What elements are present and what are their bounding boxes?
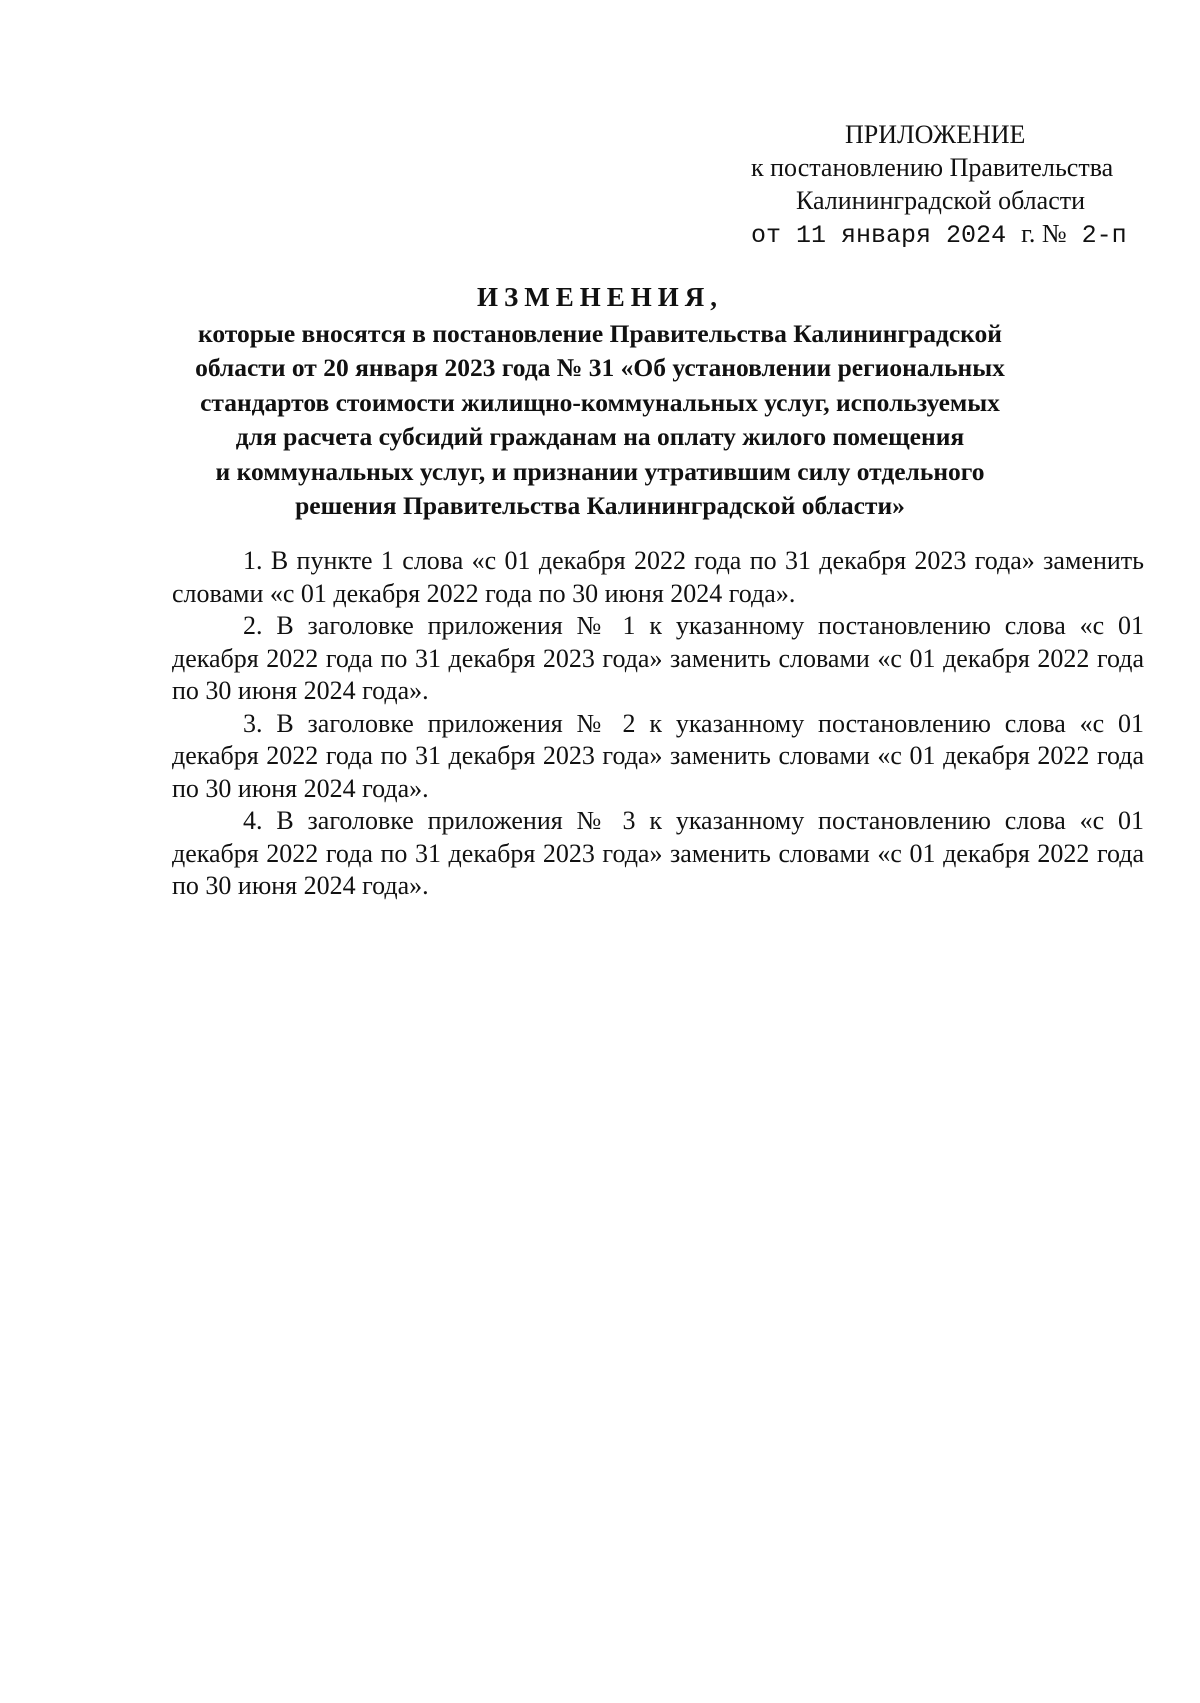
heading-line: для расчета субсидий гражданам на оплату жилого помещения — [235, 422, 965, 451]
paragraph-item-3: 3. В заголовке приложения № 2 к указанному постановлению слова «с 01 декабря 2022 года по 31 декабря 2023 года» заменить словами «с 01 декабря 2022 года по 30 июня 2024 года». — [172, 708, 1144, 803]
date-number-label: г. № — [1021, 219, 1067, 248]
document-number: 2-п — [1081, 221, 1127, 250]
appendix-line-resolution: к постановлению Правительства — [751, 153, 1114, 182]
heading-line: которые вносятся в постановление Правительства Калининградской — [198, 318, 1002, 348]
heading-line: и коммунальных услуг, и признании утратившим силу отдельного — [215, 456, 985, 486]
appendix-line-region: Калининградской области — [796, 186, 1086, 215]
paragraph-item-1: 1. В пункте 1 слова «с 01 декабря 2022 года по 31 декабря 2023 года» заменить словами «с 01 декабря 2022 года по 30 июня 2024 года». — [172, 546, 1144, 608]
appendix-date-line — [700, 217, 1140, 252]
appendix-block — [700, 118, 1140, 252]
document-heading — [150, 280, 1050, 524]
heading-line: стандартов стоимости жилищно-коммунальных услуг, используемых — [200, 387, 1000, 417]
heading-line: области от 20 января 2023 года № 31 «Об установлении региональных — [195, 353, 1005, 382]
appendix-title: ПРИЛОЖЕНИЕ — [845, 120, 1026, 149]
date-value: 11 января 2024 — [796, 221, 1007, 250]
paragraph-item-4: 4. В заголовке приложения № 3 к указанному постановлению слова «с 01 декабря 2022 года по 31 декабря 2023 года» заменить словами «с 01 декабря 2022 года по 30 июня 2024 года». — [172, 806, 1144, 900]
document-body — [172, 545, 1144, 903]
heading-line: решения Правительства Калининградской области» — [295, 491, 905, 520]
paragraph-item-2: 2. В заголовке приложения № 1 к указанному постановлению слова «с 01 декабря 2022 года по 31 декабря 2023 года» заменить словами «с 01 декабря 2022 года по 30 июня 2024 года». — [172, 611, 1144, 705]
heading-title: ИЗМЕНЕНИЯ, — [476, 282, 723, 312]
date-prefix: от — [751, 221, 782, 250]
